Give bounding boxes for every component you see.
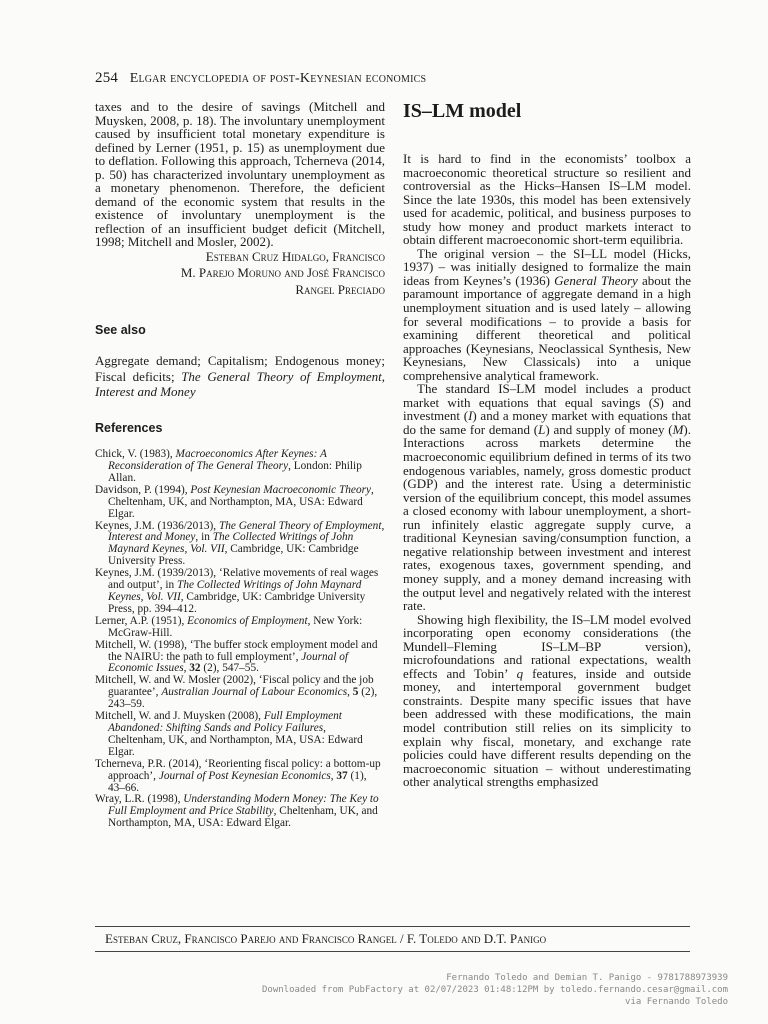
reference-item: Mitchell, W. (1998), ‘The buffer stock employment model and the NAIRU: the path to full employment’, Journal of Economic Issues, 32 (2), 547–55. bbox=[95, 638, 378, 675]
footer-authors: Esteban Cruz, Francisco Parejo and Francisco Rangel / F. Toledo and D.T. Panigo bbox=[105, 931, 547, 946]
reference-item: Chick, V. (1983), Macroeconomics After Keynes: A Reconsideration of The General Theory, London: Philip Allan. bbox=[95, 448, 362, 484]
byline-line: M. Parejo Moruno and José Francisco bbox=[180, 265, 385, 281]
references-list bbox=[95, 449, 385, 830]
running-head bbox=[95, 70, 695, 87]
paragraph-2: The original version – the SI–LL model (Hicks, 1937) – was initially designed to formalize the main ideas from Keynes’s (1936) General Theory about the paramount importance of aggregate demand in a high unemployment situation and is used lately – allowing for several modifications – to provide a basis for examining different theoretical and political approaches (Keynesians, Neoclassical Synthesis, New Keynesians, New Classicals) into a unique comprehensive analytical framework. bbox=[403, 245, 691, 383]
reference-item: Wray, L.R. (1998), Understanding Modern Money: The Key to Full Employment and Price Stability, Cheltenham, UK, and Northampton, MA, USA: Edward Elgar. bbox=[95, 793, 379, 830]
reference-item: Lerner, A.P. (1951), Economics of Employment, New York: McGraw-Hill. bbox=[95, 614, 363, 639]
right-column bbox=[403, 100, 691, 789]
reference-item: Mitchell, W. and W. Mosler (2002), ‘Fiscal policy and the job guarantee’, Australian Journal of Labour Economics, 5 (2), 243–59. bbox=[95, 674, 378, 711]
continuation-paragraph: taxes and to the desire of savings (Mitchell and Muysken, 2008, p. 18). The involuntary unemployment caused by insufficient total monetary expenditure is defined by Lerner (1951, p. 15) as unemployment due to deflation. Following this approach, Tcherneva (2014, p. 50) has characterized involuntary unemployment as a monetary phenomenon. Therefore, the deficient demand of the economic system that results in the existence of involuntary unemployment is the reflection of an insufficient budget deficit (Mitchell, 1998; Mitchell and Mosler, 2002). bbox=[95, 99, 385, 250]
byline-line: Rangel Preciado bbox=[295, 281, 385, 297]
reference-item: Mitchell, W. and J. Muysken (2008), Full Employment Abandoned: Shifting Sands and Policy Failures, Cheltenham, UK, and Northampton, MA, USA: Edward Elgar. bbox=[95, 710, 363, 758]
reference-item: Davidson, P. (1994), Post Keynesian Macroeconomic Theory, Cheltenham, UK, and Northampton, MA, USA: Edward Elgar. bbox=[95, 483, 374, 520]
footer-rule-bottom bbox=[95, 951, 690, 952]
page-number: 254 bbox=[95, 70, 119, 86]
see-also-italic: The General Theory of Employment, Interest and Money bbox=[95, 368, 385, 399]
download-line: via Fernando Toledo bbox=[625, 997, 728, 1007]
article-title: IS–LM model bbox=[403, 100, 522, 122]
download-line: Downloaded from PubFactory at 02/07/2023 01:48:12PM by toledo.fernando.cesar@gmail.com bbox=[262, 985, 728, 995]
byline-line: Esteban Cruz Hidalgo, Francisco bbox=[205, 249, 385, 265]
reference-item: Tcherneva, P.R. (2014), ‘Reorienting fiscal policy: a bottom-up approach’, Journal of Post Keynesian Economics, 37 (1), 43–66. bbox=[95, 757, 381, 794]
footer-rule-top bbox=[95, 926, 690, 927]
see-also-heading: See also bbox=[95, 323, 146, 338]
running-title: Elgar encyclopedia of post-Keynesian economics bbox=[129, 71, 427, 86]
author-byline bbox=[95, 249, 385, 298]
download-stamp bbox=[262, 972, 728, 1008]
download-line: Fernando Toledo and Demian T. Panigo - 9781788973939 bbox=[446, 973, 728, 983]
left-column bbox=[95, 100, 385, 830]
reference-item: Keynes, J.M. (1939/2013), ‘Relative movements of real wages and output’, in The Collected Writings of John Maynard Keynes, Vol. VII, Cambridge, UK: Cambridge University Press, pp. 394–412. bbox=[95, 567, 379, 615]
paragraph-4: Showing high flexibility, the IS–LM model evolved incorporating open economy considerations (the Mundell–Fleming IS–LM–BP version), microfoundations and rational expectations, wealth effects and Tobin’ q features, inside and outside money, and intertemporal government budget constraints. Despite many specific issues that have been addressed with these modifications, the main model contribution still relies on its simplicity to explain why fiscal, monetary, and exchange rate policies could have different results depending on the macroeconomic situation – without underestimating other analytical strengths emphasized bbox=[403, 611, 692, 790]
see-also-list bbox=[95, 353, 385, 399]
see-also-text: Aggregate demand; Capitalism; Endogenous money; Fiscal deficits; bbox=[95, 353, 385, 384]
paragraph-3: The standard IS–LM model includes a product market with equations that equal savings (S) and investment (I) and a money market with equations that do the same for demand (L) and supply of money (M). Interactions across markets determine the macroeconomic equilibrium defined in terms of its two endogenous variables, namely, gross domestic product (GDP) and the interest rate. Using a deterministic version of the equilibrium concept, this model assumes a closed economy with labour unemployment, a short-run infinitely elastic aggregate supply curve, a traditional Keynesian saving/consumption function, a negative relationship between investment and interest rates, exogenous taxes, government spending, and money supply, and a money demand increasing with the output level and negatively related with the interest rate. bbox=[403, 381, 691, 614]
references-heading: References bbox=[95, 421, 163, 436]
reference-item: Keynes, J.M. (1936/2013), The General Theory of Employment, Interest and Money, in The Collected Writings of John Maynard Keynes, Vol. VII, Cambridge, UK: Cambridge University Press. bbox=[95, 519, 385, 568]
paragraph-1: It is hard to find in the economists’ toolbox a macroeconomic theoretical structure so resilient and controversial as the Hicks–Hansen IS–LM model. Since the late 1930s, this model has been extensively used for academic, political, and business purposes to study how money and product markets interact to obtain different macroeconomic short-term equilibria. bbox=[403, 151, 691, 248]
